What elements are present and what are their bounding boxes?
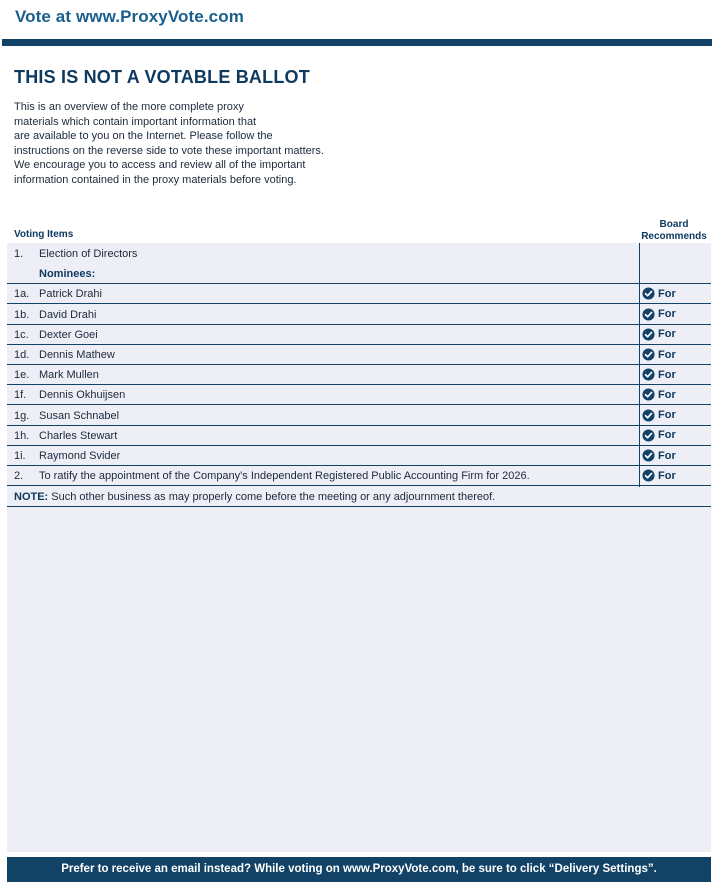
check-circle-icon [642, 287, 655, 300]
item-number: 2. [14, 470, 24, 483]
note-row [7, 487, 711, 507]
item-number: 1g. [14, 409, 30, 422]
item-number: 1c. [14, 328, 29, 341]
board-recommendation [642, 328, 676, 341]
note-text: Such other business as may properly come before the meeting or any adjournment thereof. [48, 491, 496, 503]
intro-line: This is an overview of the more complete proxy [14, 101, 244, 113]
recommendation-label: For [658, 308, 676, 321]
board-recommendation [642, 429, 676, 442]
board-recommendation [642, 308, 676, 321]
recommendation-label: For [658, 409, 676, 422]
voting-items-header: Voting Items [14, 229, 74, 240]
check-circle-icon [642, 368, 655, 381]
item-number: 1b. [14, 308, 30, 321]
item-text: Dennis Okhuijsen [39, 389, 126, 402]
check-circle-icon [642, 308, 655, 321]
check-circle-icon [642, 348, 655, 361]
recommendation-label: For [658, 287, 676, 300]
item-number: 1i. [14, 450, 26, 462]
table-row [7, 406, 711, 426]
table-row [7, 446, 711, 466]
item-number: 1a. [14, 288, 30, 301]
board-recommends-line: Board [659, 219, 689, 230]
board-recommendation [642, 469, 676, 482]
table-row [7, 466, 711, 486]
item-number: 1. [14, 248, 24, 260]
item-number: 1f. [14, 389, 27, 402]
intro-line: information contained in the proxy materials before voting. [14, 173, 297, 186]
item-text: Mark Mullen [39, 369, 99, 382]
item-number: 1e. [14, 369, 30, 382]
item-text: Election of Directors [39, 248, 138, 260]
item-number: 1d. [14, 349, 30, 361]
board-recommendation [642, 388, 676, 401]
note-label: NOTE: [14, 491, 49, 503]
table-row [7, 365, 711, 385]
item-text: Dexter Goei [39, 328, 98, 341]
recommendation-label: For [658, 348, 676, 361]
header-divider [2, 39, 712, 46]
footer-banner: Prefer to receive an email instead? While voting on www.ProxyVote.com, be sure to click “Delivery Settings”. [7, 857, 711, 882]
item-text: Dennis Mathew [39, 349, 115, 361]
item-text: Nominees: [39, 268, 96, 281]
recommendation-label: For [658, 388, 676, 401]
table-row [7, 385, 711, 405]
board-recommendation [642, 348, 676, 361]
recommendation-label: For [658, 449, 676, 462]
recommendation-label: For [658, 429, 676, 442]
table-row [7, 426, 711, 446]
board-recommendation [642, 368, 676, 381]
check-circle-icon [642, 388, 655, 401]
intro-line: instructions on the reverse side to vote these important matters. [14, 144, 324, 157]
item-text: Patrick Drahi [39, 288, 102, 301]
intro-line: We encourage you to access and review all of the important [14, 159, 306, 171]
board-recommendation [642, 287, 676, 300]
ballot-heading: THIS IS NOT A VOTABLE BALLOT [14, 67, 310, 87]
item-text: Raymond Svider [39, 450, 121, 462]
intro-line: are available to you on the Internet. Please follow the [14, 130, 273, 142]
table-row [7, 325, 711, 345]
recommendation-label: For [658, 368, 676, 381]
board-recommendation [642, 409, 676, 422]
intro-line: materials which contain important information that [14, 115, 257, 128]
board-recommends-header [636, 219, 712, 242]
recommendation-label: For [658, 469, 676, 482]
intro-paragraph [14, 100, 354, 187]
item-text: David Drahi [39, 308, 97, 321]
board-recommends-line: Recommends [641, 230, 707, 242]
table-row [7, 345, 711, 365]
site-title: Vote at www.ProxyVote.com [15, 7, 244, 26]
check-circle-icon [642, 328, 655, 341]
check-circle-icon [642, 429, 655, 442]
item-number: 1h. [14, 429, 30, 442]
table-row [7, 305, 711, 325]
item-text: Charles Stewart [39, 429, 118, 442]
table-row [7, 264, 711, 284]
item-text: Susan Schnabel [39, 409, 120, 422]
table-row [7, 244, 711, 264]
check-circle-icon [642, 449, 655, 462]
recommendation-label: For [658, 328, 676, 341]
item-text: To ratify the appointment of the Company's Independent Registered Public Accounting Firm for 2026. [39, 470, 530, 483]
check-circle-icon [642, 409, 655, 422]
check-circle-icon [642, 469, 655, 482]
table-row [7, 284, 711, 304]
board-recommendation [642, 449, 676, 462]
